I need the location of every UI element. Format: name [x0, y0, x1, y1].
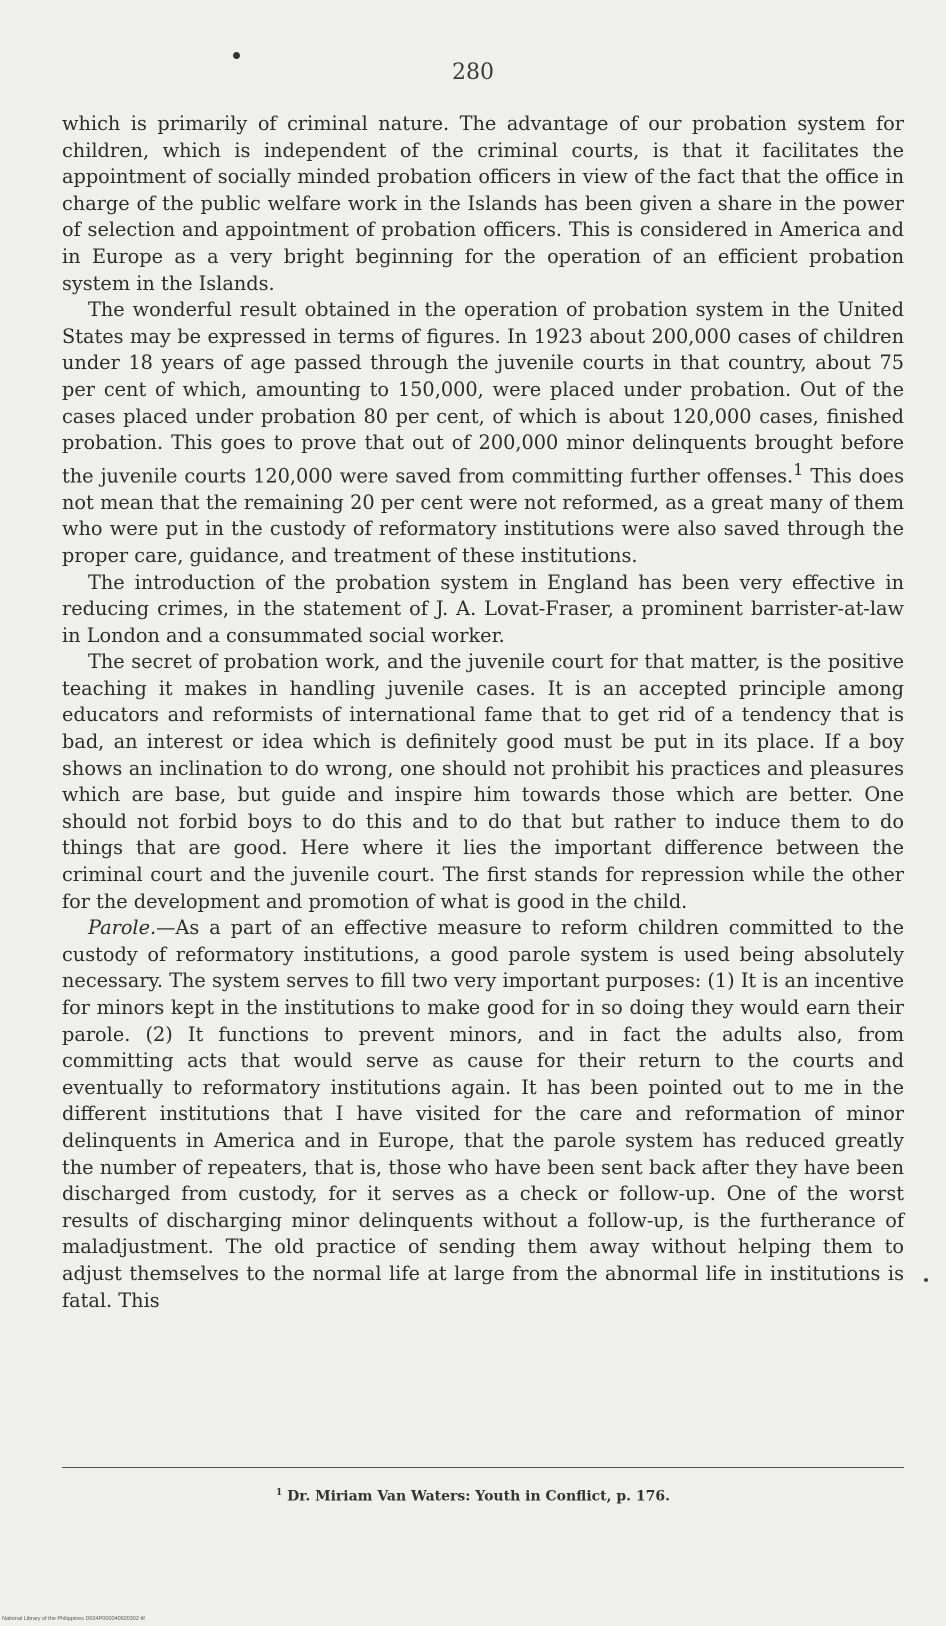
footnote-text: Dr. Miriam Van Waters: Youth in Conflict, p. 176.	[287, 1488, 671, 1505]
footnote-ref: 1	[793, 459, 804, 479]
body-text	[62, 111, 904, 1314]
footnote-marker: 1	[275, 1488, 283, 1498]
paragraph-5	[62, 915, 904, 1314]
paragraph-1: which is primarily of criminal nature. The advantage of our probation system for children, which is independent of the criminal courts, is that it facilitates the appointment of socially minded probation officers in view of the fact that the office in charge of the public welfare work in the Islands has been given a share in the power of selection and appointment of probation officers. This is considered in America and in Europe as a very bright beginning for the operation of an efficient probation system in the Islands.	[62, 112, 904, 295]
paragraph-2-cont: This does not mean that the remaining 20 per cent were not reformed, as a great many of them who were put in the custody of reformatory institutions were also saved through the proper care, guidance, and treatment of these institutions.	[62, 464, 904, 567]
scan-footer: National Library of the Philippines D024P000040920302 tif	[2, 1616, 145, 1622]
footnote-rule	[62, 1467, 904, 1468]
paragraph-2	[62, 297, 904, 569]
margin-speck	[924, 1278, 928, 1282]
footnote	[0, 1488, 946, 1505]
paragraph-2-text: The wonderful result obtained in the operation of probation system in the United States may be expressed in terms of figures. In 1923 about 200,000 cases of children under 18 years of age passed through the juvenile courts in that country, about 75 per cent of which, amounting to 150,000, were placed under probation. Out of the cases placed under probation 80 per cent, of which is about 120,000 cases, finished probation. This goes to prove that out of 200,000 minor delinquents brought before the juvenile courts 120,000 were saved from committing further offenses.	[62, 298, 904, 488]
page-number: 280	[452, 60, 494, 85]
paragraph-3: The introduction of the probation system in England has been very effective in reducing crimes, in the statement of J. A. Lovat-Fraser, a prominent barrister-at-law in London and a consummated social worker.	[62, 570, 904, 647]
paragraph-5-text: —As a part of an effective measure to reform children committed to the custody of reformatory institutions, a good parole system is used being absolutely necessary. The system serves to fill two very important purposes: (1) It is an incentive for minors kept in the institutions to make good for in so doing they would earn their parole. (2) It functions to prevent minors, and in fact the adults also, from committing acts that would serve as cause for their return to the courts and eventually to reformatory institutions again. It has been pointed out to me in the different institutions that I have visited for the care and reformation of minor delinquents in America and in Europe, that the parole system has reduced greatly the number of repeaters, that is, those who have been sent back after they have been discharged from custody, for it serves as a check or follow-up. One of the worst results of discharging minor delinquents without a follow-up, is the furtherance of maladjustment. The old practice of sending them away without helping them to adjust themselves to the normal life at large from the abnormal life in institutions is fatal. This	[62, 916, 904, 1312]
parole-heading: Parole.	[88, 916, 157, 940]
paragraph-4: The secret of probation work, and the juvenile court for that matter, is the positive teaching it makes in handling juvenile cases. It is an accepted principle among educators and reformists of international fame that to get rid of a tendency that is bad, an interest or idea which is definitely good must be put in its place. If a boy shows an inclination to do wrong, one should not prohibit his practices and pleasures which are base, but guide and inspire him towards those which are better. One should not forbid boys to do this and to do that but rather to induce them to do things that are good. Here where it lies the important difference between the criminal court and the juvenile court. The first stands for repression while the other for the development and promotion of what is good in the child.	[62, 650, 904, 913]
scan-speck	[233, 52, 240, 59]
